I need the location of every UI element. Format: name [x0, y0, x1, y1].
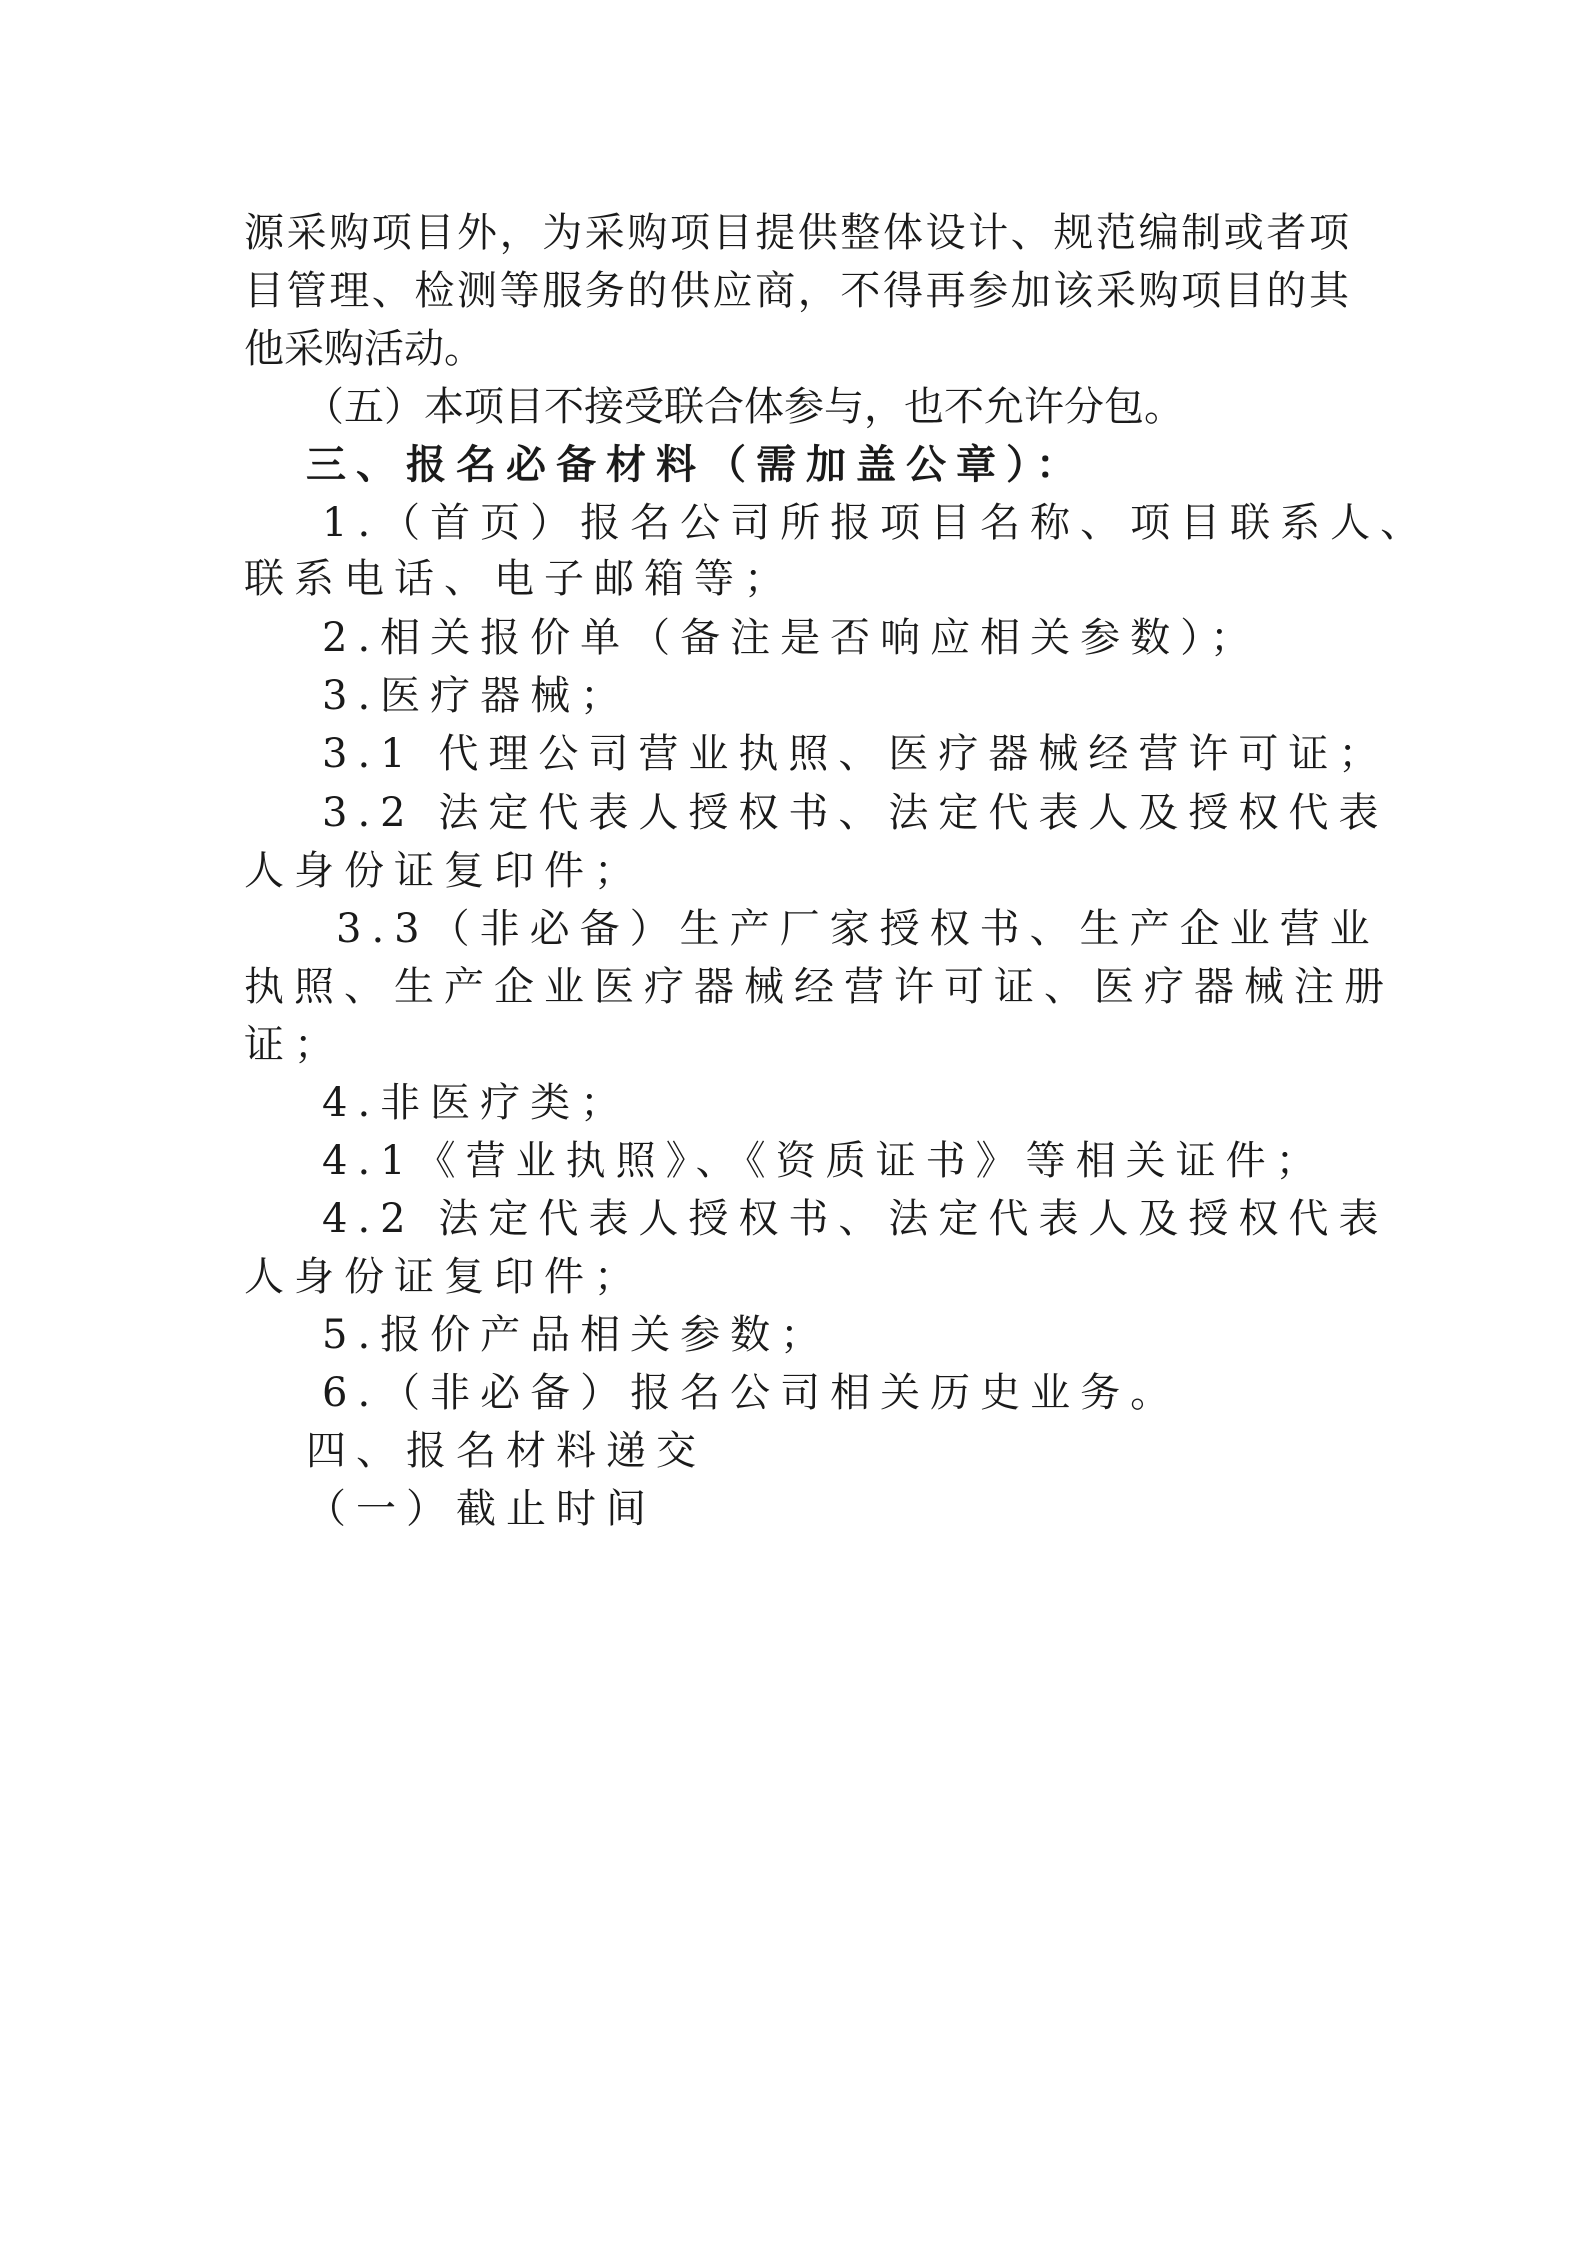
paragraph-line: 目管理、检测等服务的供应商，不得再参加该采购项目的其	[244, 268, 1349, 314]
list-item: 人身份证复印件；	[244, 848, 644, 894]
list-item: 4.2 法定代表人授权书、法定代表人及授权代表	[322, 1196, 1389, 1242]
paragraph-line: 源采购项目外，为采购项目提供整体设计、规范编制或者项	[244, 210, 1349, 256]
section-heading: 三、报名必备材料（需加盖公章）：	[306, 441, 1086, 488]
list-item: 1.（首页）报名公司所报项目名称、项目联系人、	[322, 500, 1431, 546]
list-item: 证；	[244, 1022, 344, 1068]
list-item: 3.3（非必备）生产厂家授权书、生产企业营业	[336, 906, 1380, 952]
list-item: 3.2 法定代表人授权书、法定代表人及授权代表	[322, 790, 1389, 836]
paragraph-line: （五）本项目不接受联合体参与，也不允许分包。	[304, 384, 1184, 430]
list-item: 联系电话、电子邮箱等；	[244, 556, 794, 602]
list-item: 人身份证复印件；	[244, 1254, 644, 1300]
list-item: 5.报价产品相关参数；	[322, 1312, 831, 1358]
paragraph-line: 他采购活动。	[244, 326, 484, 372]
list-item: 4.非医疗类；	[322, 1080, 631, 1126]
subsection-heading: （一）截止时间	[306, 1486, 656, 1532]
list-item: 2.相关报价单（备注是否响应相关参数）；	[322, 615, 1261, 661]
list-item: 3.1 代理公司营业执照、医疗器械经营许可证；	[322, 731, 1389, 777]
list-item: 3.医疗器械；	[322, 673, 631, 719]
section-heading: 四、报名材料递交	[306, 1428, 706, 1474]
list-item: 4.1《营业执照》、《资质证书》等相关证件；	[322, 1138, 1326, 1184]
list-item: 执照、生产企业医疗器械经营许可证、医疗器械注册	[244, 964, 1394, 1010]
list-item: 6.（非必备）报名公司相关历史业务。	[322, 1370, 1181, 1416]
